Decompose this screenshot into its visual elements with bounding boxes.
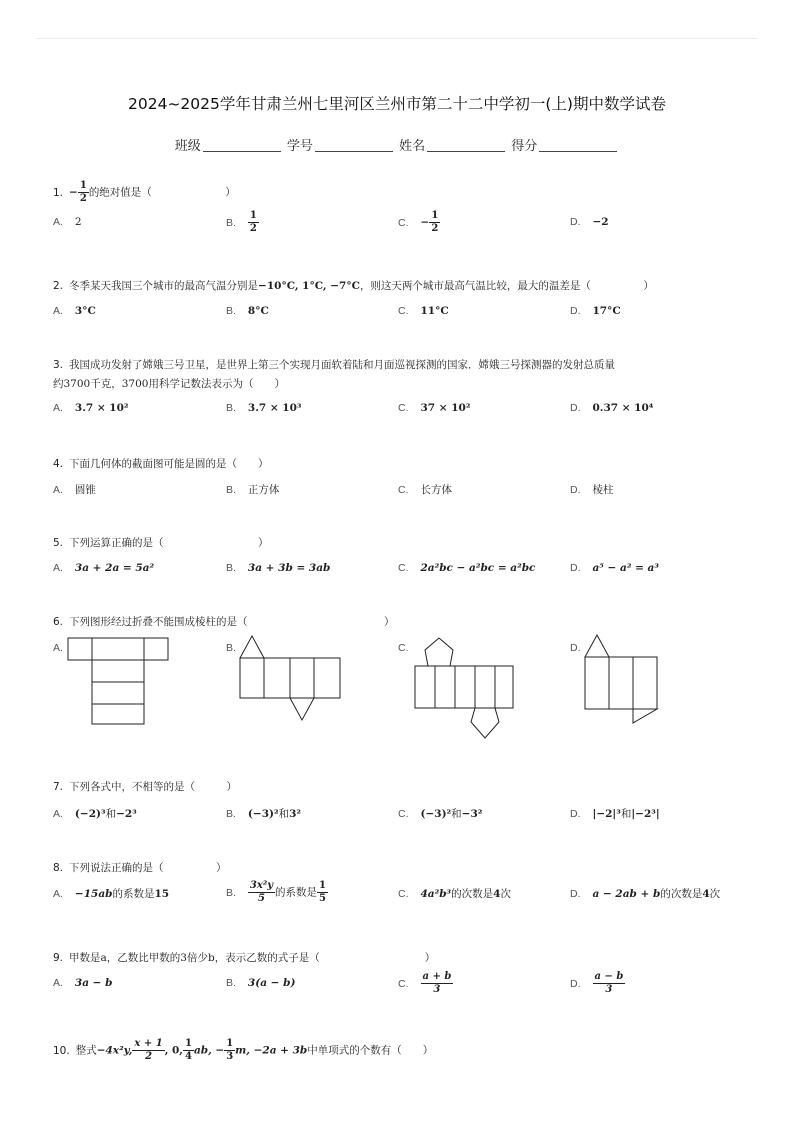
name-blank <box>427 151 505 152</box>
class-label: 班级 <box>174 139 201 154</box>
option-3b: B. 3.7 × 10³ <box>226 402 302 414</box>
net-figure-b <box>240 636 342 722</box>
option-6c: C. <box>398 642 409 654</box>
id-blank <box>315 151 393 152</box>
option-4c: C. 长方体 <box>398 484 452 496</box>
option-7a: A. (−2)³和−2³ <box>53 808 137 820</box>
question-6: 6. 下列图形经过折叠不能围成棱柱的是（ ） <box>53 616 395 628</box>
option-2a: A. 3°C <box>53 305 96 317</box>
option-1c: C. − $\frac{1}{2}$ <box>398 210 439 234</box>
student-info <box>0 135 794 154</box>
option-5c: C. 2a²bc − a²bc = a²bc <box>398 562 536 574</box>
option-3c: C. 37 × 10² <box>398 402 471 414</box>
header-rule <box>36 38 758 39</box>
option-9c: C. $\frac{a + b}{3}$ <box>398 971 452 995</box>
option-4d: D. 棱柱 <box>570 484 614 496</box>
option-6b: B. <box>226 642 236 654</box>
option-2b: B. 8°C <box>226 305 269 317</box>
option-4b: B. 正方体 <box>226 484 280 496</box>
option-8a: A. −15ab的系数是15 <box>53 888 170 900</box>
option-1a: A. 2 <box>53 216 82 228</box>
class-blank <box>203 151 281 152</box>
question-7: 7. 下列各式中，不相等的是（ ） <box>53 781 238 793</box>
option-8b: B. $\frac{\text{3x²y}}{5}$ 的系数是 $\frac{1}{5}$ <box>226 880 327 904</box>
score-label: 得分 <box>511 139 538 154</box>
question-2: 2. 冬季某天我国三个城市的最高气温分别是−10°C, 1°C, −7°C，则这天两个城市最高气温比较，最大的温差是（ ） <box>53 280 654 292</box>
option-9d: D. $\frac{a - b}{3}$ <box>570 971 624 995</box>
option-9b: B. 3(a − b) <box>226 977 296 989</box>
question-1: 1. − $\frac{1}{2}$ 的绝对值是（ ） <box>53 180 236 204</box>
option-2d: D. 17°C <box>570 305 621 317</box>
question-9: 9. 甲数是a，乙数比甲数的3倍少b，表示乙数的式子是（ ） <box>53 952 436 964</box>
option-3a: A. 3.7 × 10² <box>53 402 129 414</box>
option-9a: A. 3a − b <box>53 977 113 989</box>
score-blank <box>539 151 617 152</box>
id-label: 学号 <box>286 139 313 154</box>
option-6a: A. <box>53 642 63 654</box>
name-label: 姓名 <box>399 139 426 154</box>
option-5a: A. 3a + 2a = 5a² <box>53 562 155 574</box>
option-7c: C. (−3)²和−3² <box>398 808 483 820</box>
option-7d: D. |−2|³和|−2³| <box>570 808 660 820</box>
option-7b: B. (−3)²和3² <box>226 808 301 820</box>
question-8: 8. 下列说法正确的是（ ） <box>53 862 227 874</box>
exam-title: 2024~2025学年甘肃兰州七里河区兰州市第二十二中学初一(上)期中数学试卷 <box>128 95 666 113</box>
option-8c: C. 4a²b³的次数是4次 <box>398 888 511 900</box>
option-1b: B. $\frac{1}{2}$ <box>226 210 257 234</box>
option-6d: D. <box>570 642 581 654</box>
question-3: 3. 我国成功发射了嫦娥三号卫星，是世界上第三个实现月面软着陆和月面巡视探测的国家．嫦娥三号探测器的发射总质量 <box>53 359 616 371</box>
fraction: $\frac{1}{2}$ <box>79 180 87 204</box>
option-5d: D. a⁵ − a² = a³ <box>570 562 659 574</box>
net-figure-d <box>585 635 659 725</box>
question-5: 5. 下列运算正确的是（ ） <box>53 537 269 549</box>
question-10: 10. 整式−4x²y, $\frac{x + 1}{2}$ , 0, $\frac{1}{4}$ ab, − $\frac{1}{3}$ m, −2a + 3b中单项式的个数有（ ） <box>53 1038 434 1062</box>
option-8d: D. a − 2ab + b的次数是4次 <box>570 888 721 900</box>
net-figure-c <box>413 636 515 742</box>
option-4a: A. 圆锥 <box>53 484 96 496</box>
option-3d: D. 0.37 × 10⁴ <box>570 402 654 414</box>
option-5b: B. 3a + 3b = 3ab <box>226 562 331 574</box>
question-3-line2: 约3700千克，3700用科学记数法表示为（ ） <box>53 378 285 390</box>
net-figure-a <box>68 638 170 728</box>
question-4: 4. 下面几何体的截面图可能是圆的是（ ） <box>53 458 269 470</box>
option-1d: D. −2 <box>570 216 609 228</box>
option-2c: C. 11°C <box>398 305 449 317</box>
